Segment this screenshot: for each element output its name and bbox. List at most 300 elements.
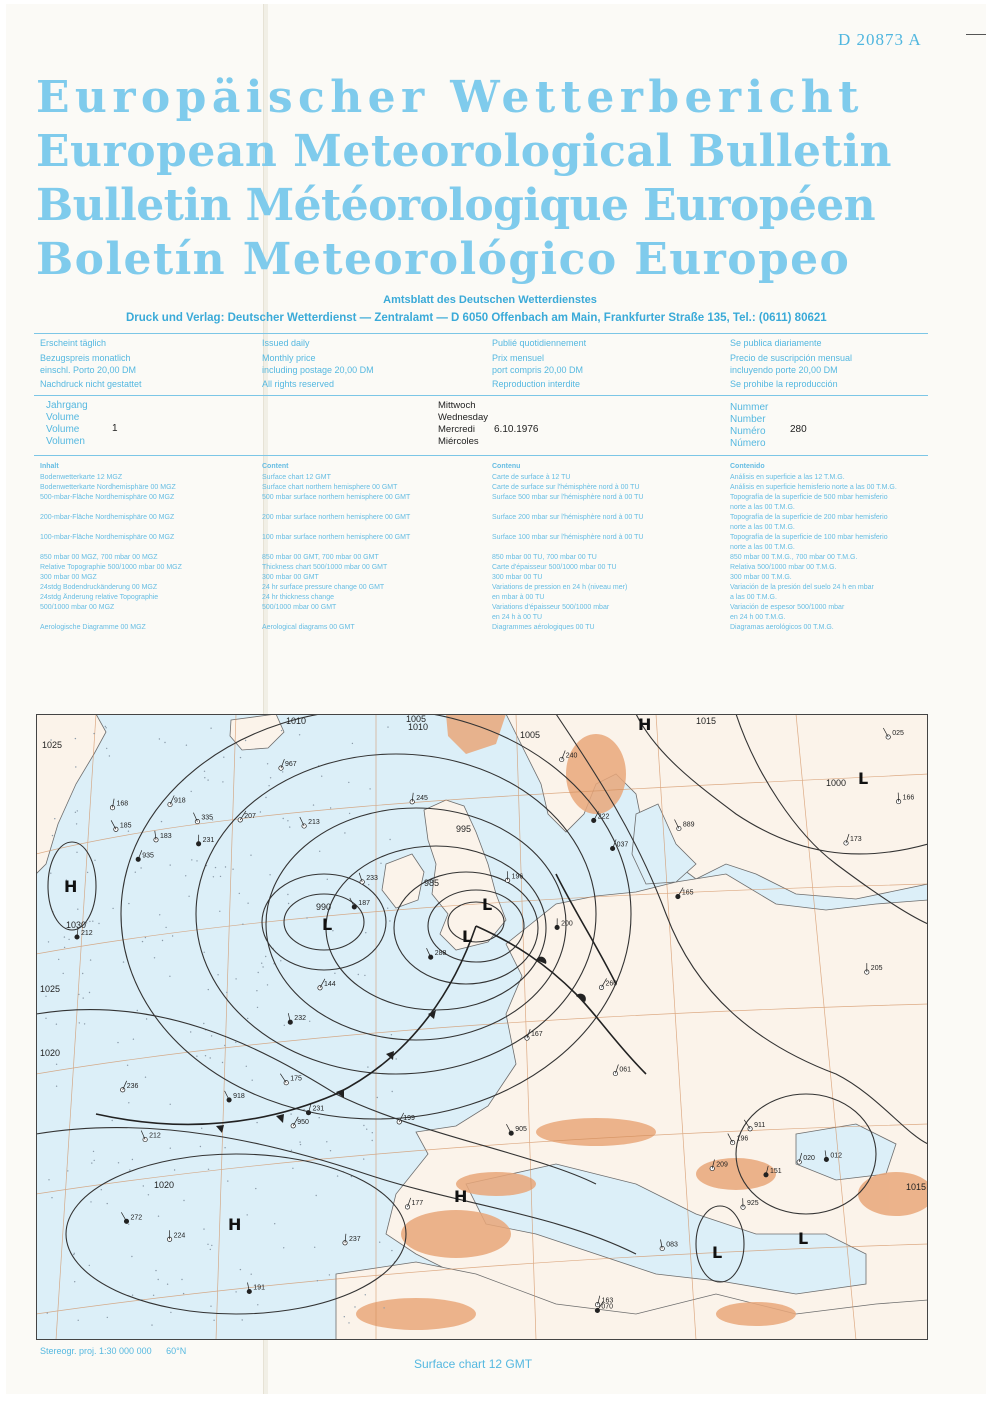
- sea-dot: [224, 1147, 225, 1148]
- terrain-alps: [536, 1118, 656, 1146]
- sea-dot: [140, 867, 141, 868]
- station-pressure: 245: [416, 794, 428, 802]
- contents-item: Topografía de la superficie de 200 mbar hemisferio: [730, 514, 888, 521]
- info-german: [40, 337, 142, 390]
- volume-labels: [46, 400, 88, 448]
- sea-dot: [215, 867, 216, 868]
- sea-dot: [380, 863, 381, 864]
- sea-dot: [282, 771, 283, 772]
- sea-dot: [170, 1312, 171, 1313]
- sea-dot: [123, 961, 124, 962]
- title-german: Europäischer Wetterbericht: [36, 72, 864, 123]
- low-center: L: [462, 927, 473, 946]
- isobar-label: 1025: [40, 984, 61, 994]
- sea-dot: [106, 727, 107, 728]
- contents-item: 850 mbar 00 GMT, 700 mbar 00 GMT: [262, 554, 379, 561]
- sea-dot: [261, 963, 262, 964]
- sea-dot: [250, 855, 251, 856]
- station-circle: [352, 905, 356, 909]
- sea-dot: [242, 1319, 243, 1320]
- contents-item: a las 00 T.M.G.: [730, 594, 777, 601]
- station-pressure: 950: [297, 1118, 309, 1126]
- station-pressure: 967: [285, 761, 297, 769]
- weekday-label: Wednesday: [438, 412, 488, 423]
- station-pressure: 173: [850, 836, 862, 843]
- sea-dot: [161, 821, 162, 822]
- info-text: including postage 20,00 DM: [262, 365, 374, 375]
- sea-dot: [211, 1245, 212, 1246]
- station-pressure: 209: [716, 1161, 728, 1169]
- sea-dot: [289, 826, 290, 827]
- station-pressure: 196: [736, 1135, 749, 1143]
- sea-dot: [137, 1010, 138, 1011]
- sea-dot: [54, 818, 55, 819]
- station-circle: [748, 1127, 752, 1131]
- sea-dot: [164, 742, 165, 743]
- station-pressure: 889: [682, 821, 695, 829]
- sea-dot: [191, 791, 192, 792]
- sea-dot: [366, 1129, 367, 1130]
- station-circle: [592, 818, 596, 822]
- contents-item: Análisis en superficie hemisferio norte a las 00 T.M.G.: [730, 484, 897, 491]
- station-pressure: 335: [201, 814, 214, 822]
- sea-dot: [256, 990, 257, 991]
- sea-dot: [383, 1307, 384, 1308]
- sea-dot: [344, 1316, 345, 1317]
- contents-item: Carte de surface sur l'hémisphère nord à 00 TU: [492, 484, 640, 491]
- info-text: All rights reserved: [262, 379, 335, 389]
- sea-dot: [358, 974, 359, 975]
- sea-dot: [170, 864, 171, 865]
- sea-dot: [45, 996, 46, 997]
- contents-item: 100-mbar-Fläche Nordhemisphäre 00 MGZ: [40, 534, 175, 541]
- low-center: L: [712, 1243, 723, 1262]
- sea-dot: [203, 1228, 204, 1229]
- sea-dot: [306, 917, 307, 918]
- sea-dot: [269, 874, 270, 875]
- sea-dot: [210, 1057, 211, 1058]
- isobar-label: 1025: [42, 740, 63, 750]
- sea-dot: [330, 807, 331, 808]
- station-pressure: 224: [173, 1232, 186, 1240]
- sea-dot: [247, 1214, 248, 1215]
- station-circle: [429, 955, 433, 959]
- sea-dot: [68, 939, 69, 940]
- sea-dot: [167, 1284, 168, 1285]
- sea-dot: [87, 872, 88, 873]
- contents-heading: Inhalt: [40, 463, 59, 470]
- station-pressure: 911: [754, 1121, 766, 1129]
- contents-item: en mbar à 00 TU: [492, 594, 545, 601]
- contents-spanish: [730, 462, 897, 633]
- sea-dot: [191, 859, 192, 860]
- sea-dot: [118, 1162, 119, 1163]
- sea-dot: [369, 788, 370, 789]
- contents-item: 300 mbar 00 GMT: [262, 574, 319, 581]
- contents-french: [492, 462, 643, 633]
- sea-dot: [112, 1120, 113, 1121]
- sea-dot: [107, 1203, 108, 1204]
- sea-dot: [242, 924, 243, 925]
- sea-dot: [128, 903, 129, 904]
- sea-dot: [267, 763, 268, 764]
- station-pressure: 918: [174, 797, 186, 805]
- sea-dot: [207, 779, 208, 780]
- sea-dot: [220, 876, 221, 877]
- station-pressure: 177: [411, 1199, 424, 1207]
- station-pressure: 213: [308, 819, 320, 826]
- sea-dot: [153, 1295, 154, 1296]
- contents-item: 24 hr surface pressure change 00 GMT: [262, 584, 385, 591]
- sea-dot: [255, 1188, 256, 1189]
- sea-dot: [94, 1160, 95, 1161]
- station-pressure: 925: [747, 1200, 759, 1208]
- contents-item: 300 mbar 00 TU: [492, 574, 543, 581]
- sea-dot: [165, 927, 166, 928]
- sea-dot: [56, 1064, 57, 1065]
- sea-dot: [174, 1169, 175, 1170]
- contents-item: Surface 500 mbar sur l'hémisphère nord à 00 TU: [492, 494, 644, 501]
- info-text: Issued daily: [262, 338, 310, 348]
- contents-item: Bodenwetterkarte Nordhemisphäre 00 MGZ: [40, 484, 176, 491]
- sea-dot: [74, 1253, 75, 1254]
- sea-dot: [170, 1148, 171, 1149]
- sea-dot: [222, 781, 223, 782]
- sea-dot: [283, 818, 284, 819]
- sea-dot: [89, 992, 90, 993]
- sea-dot: [363, 1125, 364, 1126]
- info-text: Se prohibe la reproducción: [730, 379, 838, 389]
- info-text: port compris 20,00 DM: [492, 365, 584, 375]
- contents-item: Surface 200 mbar sur l'hémisphère nord à 00 TU: [492, 514, 644, 521]
- sea-dot: [265, 797, 266, 798]
- station-pressure: 222: [597, 813, 610, 821]
- sea-dot: [265, 956, 266, 957]
- contents-item: 500 mbar surface northern hemisphere 00 GMT: [262, 494, 411, 501]
- sea-dot: [389, 839, 390, 840]
- sea-dot: [64, 947, 65, 948]
- contents-item: 200 mbar surface northern hemisphere 00 GMT: [262, 514, 411, 521]
- sea-dot: [283, 1247, 284, 1248]
- sea-dot: [352, 743, 353, 744]
- sea-dot: [348, 782, 349, 783]
- station-pressure: 168: [116, 800, 129, 808]
- sea-dot: [159, 914, 160, 915]
- sea-dot: [84, 1023, 85, 1024]
- projection-note: [40, 1346, 186, 1356]
- sea-dot: [262, 966, 263, 967]
- issue-date: 6.10.1976: [494, 424, 539, 435]
- high-center: H: [228, 1215, 242, 1234]
- high-center: H: [454, 1187, 468, 1206]
- contents-heading: Contenido: [730, 463, 765, 470]
- sea-dot: [142, 941, 143, 942]
- contents-item: Bodenwetterkarte 12 MGZ: [40, 474, 123, 481]
- info-text: Erscheint täglich: [40, 338, 107, 348]
- terrain-norway: [566, 734, 626, 814]
- station-pressure: 231: [202, 836, 215, 844]
- sea-dot: [363, 1158, 364, 1159]
- sea-dot: [316, 1195, 317, 1196]
- sea-dot: [92, 921, 93, 922]
- document-number: D 20873 A: [838, 30, 922, 49]
- station-pressure: 212: [81, 930, 93, 937]
- station-pressure: 233: [366, 874, 378, 882]
- contents-item: 500-mbar-Fläche Nordhemisphäre 00 MGZ: [40, 494, 175, 501]
- sea-dot: [227, 1180, 228, 1181]
- sea-dot: [200, 1146, 201, 1147]
- sea-dot: [225, 866, 226, 867]
- sea-dot: [287, 820, 288, 821]
- sea-dot: [372, 1140, 373, 1141]
- low-center: L: [482, 895, 493, 914]
- sea-dot: [94, 860, 95, 861]
- info-text: einschl. Porto 20,00 DM: [40, 365, 137, 375]
- station-pressure: 205: [870, 965, 883, 973]
- sea-dot: [392, 1091, 393, 1092]
- sea-dot: [143, 1185, 144, 1186]
- sea-dot: [240, 757, 241, 758]
- sea-dot: [51, 1197, 52, 1198]
- station-pressure: 175: [290, 1075, 302, 1083]
- low-center: L: [322, 915, 333, 934]
- station-circle: [764, 1173, 768, 1177]
- sea-dot: [224, 1045, 225, 1046]
- contents-item: norte a las 00 T.M.G.: [730, 544, 795, 551]
- sea-dot: [251, 1274, 252, 1275]
- sea-dot: [158, 1279, 159, 1280]
- sea-dot: [128, 1102, 129, 1103]
- contents-item: norte a las 00 T.M.G.: [730, 504, 795, 511]
- title-spanish: Boletín Meteorológico Europeo: [36, 234, 851, 285]
- sea-dot: [155, 1270, 156, 1271]
- number-label: Number: [730, 414, 766, 425]
- sea-dot: [257, 1007, 258, 1008]
- sea-dot: [344, 832, 345, 833]
- station-pressure: 212: [149, 1132, 161, 1140]
- station-pressure: 083: [666, 1241, 678, 1249]
- sea-dot: [219, 911, 220, 912]
- contents-item: norte a las 00 T.M.G.: [730, 524, 795, 531]
- sea-dot: [73, 1254, 74, 1255]
- info-spanish: [730, 337, 852, 390]
- sea-dot: [145, 937, 146, 938]
- sea-dot: [210, 728, 211, 729]
- contents-item: Topografía de la superficie de 500 mbar hemisferio: [730, 494, 888, 501]
- sea-dot: [77, 810, 78, 811]
- sea-dot: [365, 932, 366, 933]
- sea-dot: [98, 923, 99, 924]
- sea-dot: [368, 884, 369, 885]
- sea-dot: [367, 1066, 368, 1067]
- sea-dot: [128, 831, 129, 832]
- station-pressure: 207: [244, 812, 256, 820]
- sea-dot: [158, 1216, 159, 1217]
- sea-dot: [387, 908, 388, 909]
- info-text: Prix mensuel: [492, 353, 545, 363]
- contents-item: 300 mbar 00 T.M.G.: [730, 574, 792, 581]
- publisher-line: Amtsblatt des Deutschen Wetterdienstes: [383, 294, 597, 306]
- sea-dot: [391, 1250, 392, 1251]
- sea-dot: [48, 941, 49, 942]
- sea-dot: [82, 973, 83, 974]
- isobar-label: 1015: [696, 716, 717, 726]
- station-pressure: 918: [233, 1092, 245, 1100]
- sea-dot: [396, 1058, 397, 1059]
- sea-dot: [127, 1065, 128, 1066]
- sea-dot: [252, 1080, 253, 1081]
- sea-dot: [299, 1141, 300, 1142]
- volume-label: Volume: [46, 424, 80, 435]
- station-pressure: 167: [531, 1031, 543, 1039]
- sea-dot: [79, 1022, 80, 1023]
- sea-dot: [132, 1159, 133, 1160]
- sea-dot: [58, 959, 59, 960]
- contents-item: en 24 h à 00 TU: [492, 614, 543, 621]
- station-pressure: 020: [803, 1155, 815, 1162]
- divider: [34, 333, 928, 334]
- publisher-address: Druck und Verlag: Deutscher Wetterdienst — Zentralamt — D 6050 Offenbach am Main, Frankfurter Straße 135, Tel.: (0611) 80621: [126, 312, 827, 324]
- contents-item: 850 mbar 00 TU, 700 mbar 00 TU: [492, 554, 597, 561]
- station-pressure: 200: [561, 920, 573, 928]
- number-label: Numéro: [730, 426, 766, 437]
- number-label: Nummer: [730, 402, 769, 413]
- terrain-iberia: [401, 1210, 511, 1258]
- sea-dot: [148, 1194, 149, 1195]
- sea-dot: [154, 957, 155, 958]
- sea-dot: [260, 811, 261, 812]
- trim-mark: [966, 34, 986, 35]
- contents-item: Aerologische Diagramme 00 MGZ: [40, 624, 146, 631]
- sea-dot: [391, 1034, 392, 1035]
- sea-dot: [247, 903, 248, 904]
- sea-dot: [377, 1097, 378, 1098]
- contents-item: en 24 h 00 T.M.G.: [730, 614, 786, 621]
- sea-dot: [389, 920, 390, 921]
- sea-dot: [159, 738, 160, 739]
- station-pressure: 288: [434, 950, 447, 958]
- sea-dot: [117, 1042, 118, 1043]
- sea-dot: [299, 734, 300, 735]
- terrain-atlas: [356, 1298, 476, 1330]
- sea-dot: [91, 1162, 92, 1163]
- sea-dot: [203, 1023, 204, 1024]
- sea-dot: [232, 869, 233, 870]
- sea-dot: [319, 851, 320, 852]
- sea-dot: [207, 1244, 208, 1245]
- sea-dot: [291, 1150, 292, 1151]
- issue-number: 280: [790, 424, 807, 435]
- station-pressure: 061: [619, 1066, 632, 1074]
- contents-item: 850 mbar 00 MGZ, 700 mbar 00 MGZ: [40, 554, 158, 561]
- weather-chart-svg: [36, 714, 928, 1340]
- isobar-label: 1005: [406, 714, 427, 724]
- weekday-label: Mittwoch: [438, 400, 476, 411]
- sea-dot: [45, 1018, 46, 1019]
- sea-dot: [240, 1269, 241, 1270]
- sea-dot: [270, 777, 271, 778]
- divider: [34, 395, 928, 396]
- isobar-label: 1010: [408, 722, 429, 732]
- volume-label: Volume: [46, 412, 80, 423]
- station-pressure: 151: [770, 1167, 782, 1175]
- sea-dot: [204, 771, 205, 772]
- contents-item: Variación de la presión del suelo 24 h en mbar: [730, 584, 874, 591]
- sea-dot: [300, 1144, 301, 1145]
- sea-dot: [267, 984, 268, 985]
- isobar-label: 1015: [906, 1182, 927, 1192]
- sea-dot: [246, 1066, 247, 1067]
- sea-dot: [77, 909, 78, 910]
- projection-scale: Stereogr. proj. 1:30 000 000: [40, 1346, 152, 1356]
- sea-dot: [372, 1132, 373, 1133]
- low-center: L: [798, 1229, 809, 1248]
- sea-dot: [210, 1306, 211, 1307]
- sea-dot: [290, 1113, 291, 1114]
- sea-dot: [332, 930, 333, 931]
- title-english: European Meteorological Bulletin: [36, 126, 893, 177]
- sea-dot: [256, 1122, 257, 1123]
- info-text: Bezugspreis monatlich: [40, 353, 131, 363]
- contents-item: Diagrammes aérologiques 00 TU: [492, 624, 595, 631]
- station-pressure: 144: [324, 980, 336, 988]
- sea-dot: [131, 1256, 132, 1257]
- contents-item: 24stdg Bodendruckänderung 00 MGZ: [40, 584, 158, 591]
- sea-dot: [349, 813, 350, 814]
- sea-dot: [317, 1280, 318, 1281]
- contents-item: Variación de espesor 500/1000 mbar: [730, 604, 845, 611]
- sea-dot: [303, 1109, 304, 1110]
- contents-item: Variations de pression en 24 h (niveau mer): [492, 584, 628, 591]
- station-circle: [291, 1124, 295, 1128]
- sea-dot: [329, 1274, 330, 1275]
- sea-dot: [235, 978, 236, 979]
- sea-dot: [201, 1128, 202, 1129]
- sea-dot: [50, 873, 51, 874]
- sea-dot: [204, 777, 205, 778]
- sea-dot: [89, 1265, 90, 1266]
- sea-dot: [281, 730, 282, 731]
- station-pressure: 240: [565, 752, 578, 760]
- sea-dot: [90, 959, 91, 960]
- sea-dot: [47, 1312, 48, 1313]
- sea-dot: [75, 812, 76, 813]
- terrain-pyrenees: [456, 1172, 536, 1196]
- sea-dot: [208, 1169, 209, 1170]
- sea-dot: [196, 860, 197, 861]
- station-circle: [730, 1140, 734, 1144]
- sea-dot: [348, 1322, 349, 1323]
- sea-dot: [196, 1056, 197, 1057]
- contents-item: Relativa 500/1000 mbar 00 T.M.G.: [730, 564, 837, 571]
- map-caption: Surface chart 12 GMT: [414, 1357, 533, 1371]
- sea-dot: [78, 1320, 79, 1321]
- sea-dot: [145, 1077, 146, 1078]
- contents-item: Diagramas aerológicos 00 T.M.G.: [730, 624, 834, 631]
- sea-dot: [185, 875, 186, 876]
- sea-dot: [217, 974, 218, 975]
- contents-item: 200-mbar-Fläche Nordhemisphäre 00 MGZ: [40, 514, 175, 521]
- station-pressure: 166: [902, 794, 915, 802]
- station-circle: [238, 818, 242, 822]
- contents-item: Thickness chart 500/1000 mbar 00 GMT: [262, 564, 388, 571]
- weekday-label: Mercredi: [438, 424, 475, 435]
- sea-dot: [90, 1201, 91, 1202]
- sea-dot: [379, 1242, 380, 1243]
- sea-dot: [204, 952, 205, 953]
- station-pressure: 012: [830, 1152, 843, 1160]
- station-pressure: 165: [681, 889, 694, 897]
